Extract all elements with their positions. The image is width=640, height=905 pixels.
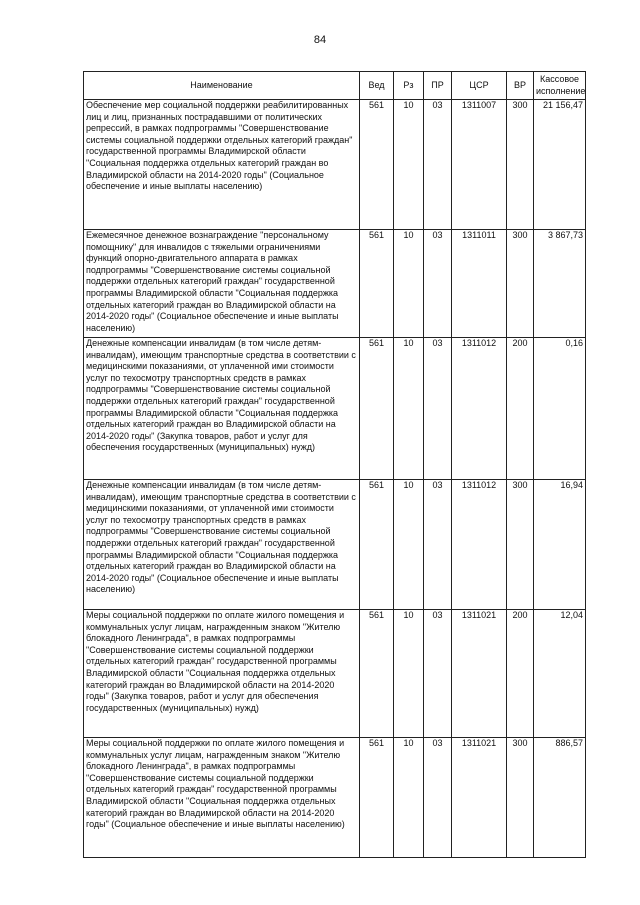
- row-rz: 10: [394, 230, 424, 338]
- header-pr: ПР: [424, 72, 452, 100]
- table-row: [84, 738, 586, 858]
- header-rz: Рз: [394, 72, 424, 100]
- row-name: Меры социальной поддержки по оплате жилого помещения и коммунальных услуг лицам, награжденным знаком "Жителю блокадного Ленинграда", в рамках подпрограммы "Совершенствование системы социальной поддержки отдельных категорий граждан" государственной программы Владимирской области "Социальная поддержка отдельных категорий граждан во Владимирской области на 2014-2020 годы" (Закупка товаров, работ и услуг для обеспечения государственных (муниципальных) нужд): [84, 610, 360, 738]
- row-rz: 10: [394, 738, 424, 858]
- row-ved: 561: [360, 738, 394, 858]
- row-pr: 03: [424, 338, 452, 480]
- row-name: Денежные компенсации инвалидам (в том числе детям-инвалидам), имеющим транспортные средства в соответствии с медицинскими показаниями, от уплаченной ими стоимости услуг по техосмотру транспортных средств в рамках подпрограммы "Совершенствование системы социальной поддержки отдельных категорий граждан" государственной программы Владимирской области "Социальная поддержка отдельных категорий граждан во Владимирской области на 2014-2020 годы" (Социальное обеспечение и иные выплаты населению): [84, 480, 360, 610]
- row-name: Меры социальной поддержки по оплате жилого помещения и коммунальных услуг лицам, награжденным знаком "Жителю блокадного Ленинграда", в рамках подпрограммы "Совершенствование системы социальной поддержки отдельных категорий граждан" государственной программы Владимирской области "Социальная поддержка отдельных категорий граждан во Владимирской области на 2014-2020 годы" (Социальное обеспечение и иные выплаты населению): [84, 738, 360, 858]
- header-vr: ВР: [507, 72, 534, 100]
- row-pr: 03: [424, 480, 452, 610]
- row-name: Денежные компенсации инвалидам (в том числе детям-инвалидам), имеющим транспортные средства в соответствии с медицинскими показаниями, от уплаченной ими стоимости услуг по техосмотру транспортных средств в рамках подпрограммы "Совершенствование системы социальной поддержки отдельных категорий граждан" государственной программы Владимирской области "Социальная поддержка отдельных категорий граждан во Владимирской области на 2014-2020 годы" (Закупка товаров, работ и услуг для обеспечения государственных (муниципальных) нужд): [84, 338, 360, 480]
- table-row: [84, 100, 586, 230]
- row-vr: 200: [507, 338, 534, 480]
- row-rz: 10: [394, 480, 424, 610]
- row-vr: 300: [507, 480, 534, 610]
- header-name: Наименование: [84, 72, 360, 100]
- row-csr: 1311012: [452, 480, 507, 610]
- row-csr: 1311021: [452, 738, 507, 858]
- row-ved: 561: [360, 610, 394, 738]
- row-ved: 561: [360, 100, 394, 230]
- header-ved: Вед: [360, 72, 394, 100]
- row-amount: 0,16: [534, 338, 586, 480]
- row-vr: 300: [507, 738, 534, 858]
- row-pr: 03: [424, 610, 452, 738]
- table-header-row: [84, 72, 586, 100]
- row-amount: 16,94: [534, 480, 586, 610]
- row-csr: 1311011: [452, 230, 507, 338]
- table-row: [84, 480, 586, 610]
- row-pr: 03: [424, 738, 452, 858]
- row-ved: 561: [360, 230, 394, 338]
- row-rz: 10: [394, 610, 424, 738]
- row-amount: 21 156,47: [534, 100, 586, 230]
- header-csr: ЦСР: [452, 72, 507, 100]
- row-csr: 1311012: [452, 338, 507, 480]
- row-amount: 3 867,73: [534, 230, 586, 338]
- page-number: 84: [313, 34, 327, 46]
- row-vr: 200: [507, 610, 534, 738]
- row-name: Обеспечение мер социальной поддержки реабилитированных лиц и лиц, признанных пострадавшими от политических репрессий, в рамках подпрограммы "Совершенствование системы социальной поддержки отдельных категорий граждан" государственной программы Владимирской области "Социальная поддержка отдельных категорий граждан во Владимирской области на 2014-2020 годы" (Социальное обеспечение и иные выплаты населению): [84, 100, 360, 230]
- budget-table: [83, 71, 586, 858]
- row-vr: 300: [507, 230, 534, 338]
- table-row: [84, 230, 586, 338]
- row-pr: 03: [424, 230, 452, 338]
- table-row: [84, 610, 586, 738]
- row-vr: 300: [507, 100, 534, 230]
- row-rz: 10: [394, 338, 424, 480]
- row-ved: 561: [360, 480, 394, 610]
- row-pr: 03: [424, 100, 452, 230]
- row-csr: 1311007: [452, 100, 507, 230]
- row-name: Ежемесячное денежное вознаграждение "персональному помощнику" для инвалидов с тяжелыми ограничениями функций опорно-двигательного аппарата в рамках подпрограммы "Совершенствование системы социальной поддержки отдельных категорий граждан" государственной программы Владимирской области "Социальная поддержка отдельных категорий граждан во Владимирской области на 2014-2020 годы" (Социальное обеспечение и иные выплаты населению): [84, 230, 360, 338]
- row-rz: 10: [394, 100, 424, 230]
- row-csr: 1311021: [452, 610, 507, 738]
- row-amount: 12,04: [534, 610, 586, 738]
- table-row: [84, 338, 586, 480]
- row-ved: 561: [360, 338, 394, 480]
- header-amount: Кассовое исполнение: [534, 72, 586, 100]
- row-amount: 886,57: [534, 738, 586, 858]
